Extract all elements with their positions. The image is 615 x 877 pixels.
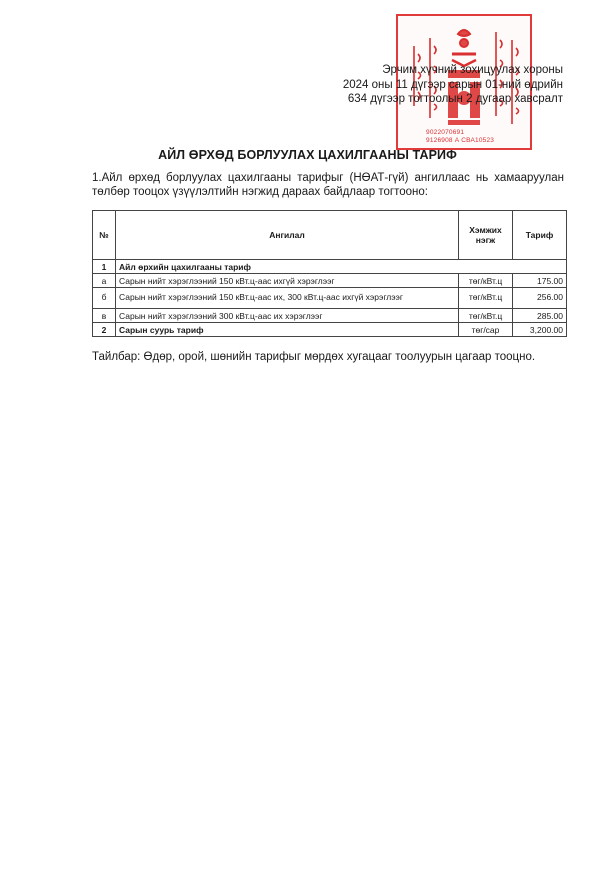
- row-unit: төг/кВт.ц: [459, 288, 513, 309]
- table-row: [93, 260, 567, 274]
- header-category: Ангилал: [116, 211, 459, 260]
- row-category: Айл өрхийн цахилгааны тариф: [116, 260, 567, 274]
- row-category: Сарын нийт хэрэглээний 150 кВт.ц-аас их, 300 кВт.ц-аас ихгүй хэрэглээг: [116, 288, 459, 309]
- row-unit: төг/кВт.ц: [459, 274, 513, 288]
- table-row: [93, 288, 567, 309]
- row-tariff: 3,200.00: [513, 323, 567, 337]
- tariff-table: [92, 210, 567, 337]
- table-row: [93, 309, 567, 323]
- header-line-date: 2024 оны 11 дүгээр сарын 01-ний өдрийн: [342, 78, 563, 91]
- header-no: №: [93, 211, 116, 260]
- row-tariff: 285.00: [513, 309, 567, 323]
- row-category: Сарын суурь тариф: [116, 323, 459, 337]
- header-unit: Хэмжих нэгж: [459, 211, 513, 260]
- row-category: Сарын нийт хэрэглээний 300 кВт.ц-аас их хэрэглээг: [116, 309, 459, 323]
- row-unit: төг/кВт.ц: [459, 309, 513, 323]
- footnote-remark: Тайлбар: Өдөр, орой, шөнийн тарифыг мөрдөх хугацааг тоолуурын цагаар тооцно.: [92, 351, 536, 363]
- table-row: [93, 323, 567, 337]
- row-unit: төг/сар: [459, 323, 513, 337]
- header-line-organization: Эрчим хүчний зохицуулах хороны: [382, 64, 563, 76]
- seal-registration-number: 9022070691: [426, 129, 465, 136]
- intro-paragraph: 1.Айл өрхөд борлуулах цахилгааны тарифыг (НӨАТ-гүй) ангиллаас нь хамааруулан төлбөр тооцох үзүүлэлтийн нэгжид дараах байдлаар тогтооно:: [92, 172, 564, 198]
- annex-reference-header: [343, 63, 563, 107]
- seal-certificate-number: 9126908 А СВА10523: [426, 137, 495, 144]
- row-tariff: 256.00: [513, 288, 567, 309]
- row-no: б: [93, 288, 116, 309]
- row-no: в: [93, 309, 116, 323]
- header-tariff: Тариф: [513, 211, 567, 260]
- table-header-row: [93, 211, 567, 260]
- row-tariff: 175.00: [513, 274, 567, 288]
- row-no: 2: [93, 323, 116, 337]
- table-row: [93, 274, 567, 288]
- document-title: АЙЛ ӨРХӨД БОРЛУУЛАХ ЦАХИЛГААНЫ ТАРИФ: [158, 148, 457, 162]
- row-no: а: [93, 274, 116, 288]
- row-category: Сарын нийт хэрэглээний 150 кВт.ц-аас ихгүй хэрэглээг: [116, 274, 459, 288]
- header-line-resolution: 634 дүгээр тогтоолын 2 дугаар хавсралт: [347, 93, 563, 105]
- row-no: 1: [93, 260, 116, 274]
